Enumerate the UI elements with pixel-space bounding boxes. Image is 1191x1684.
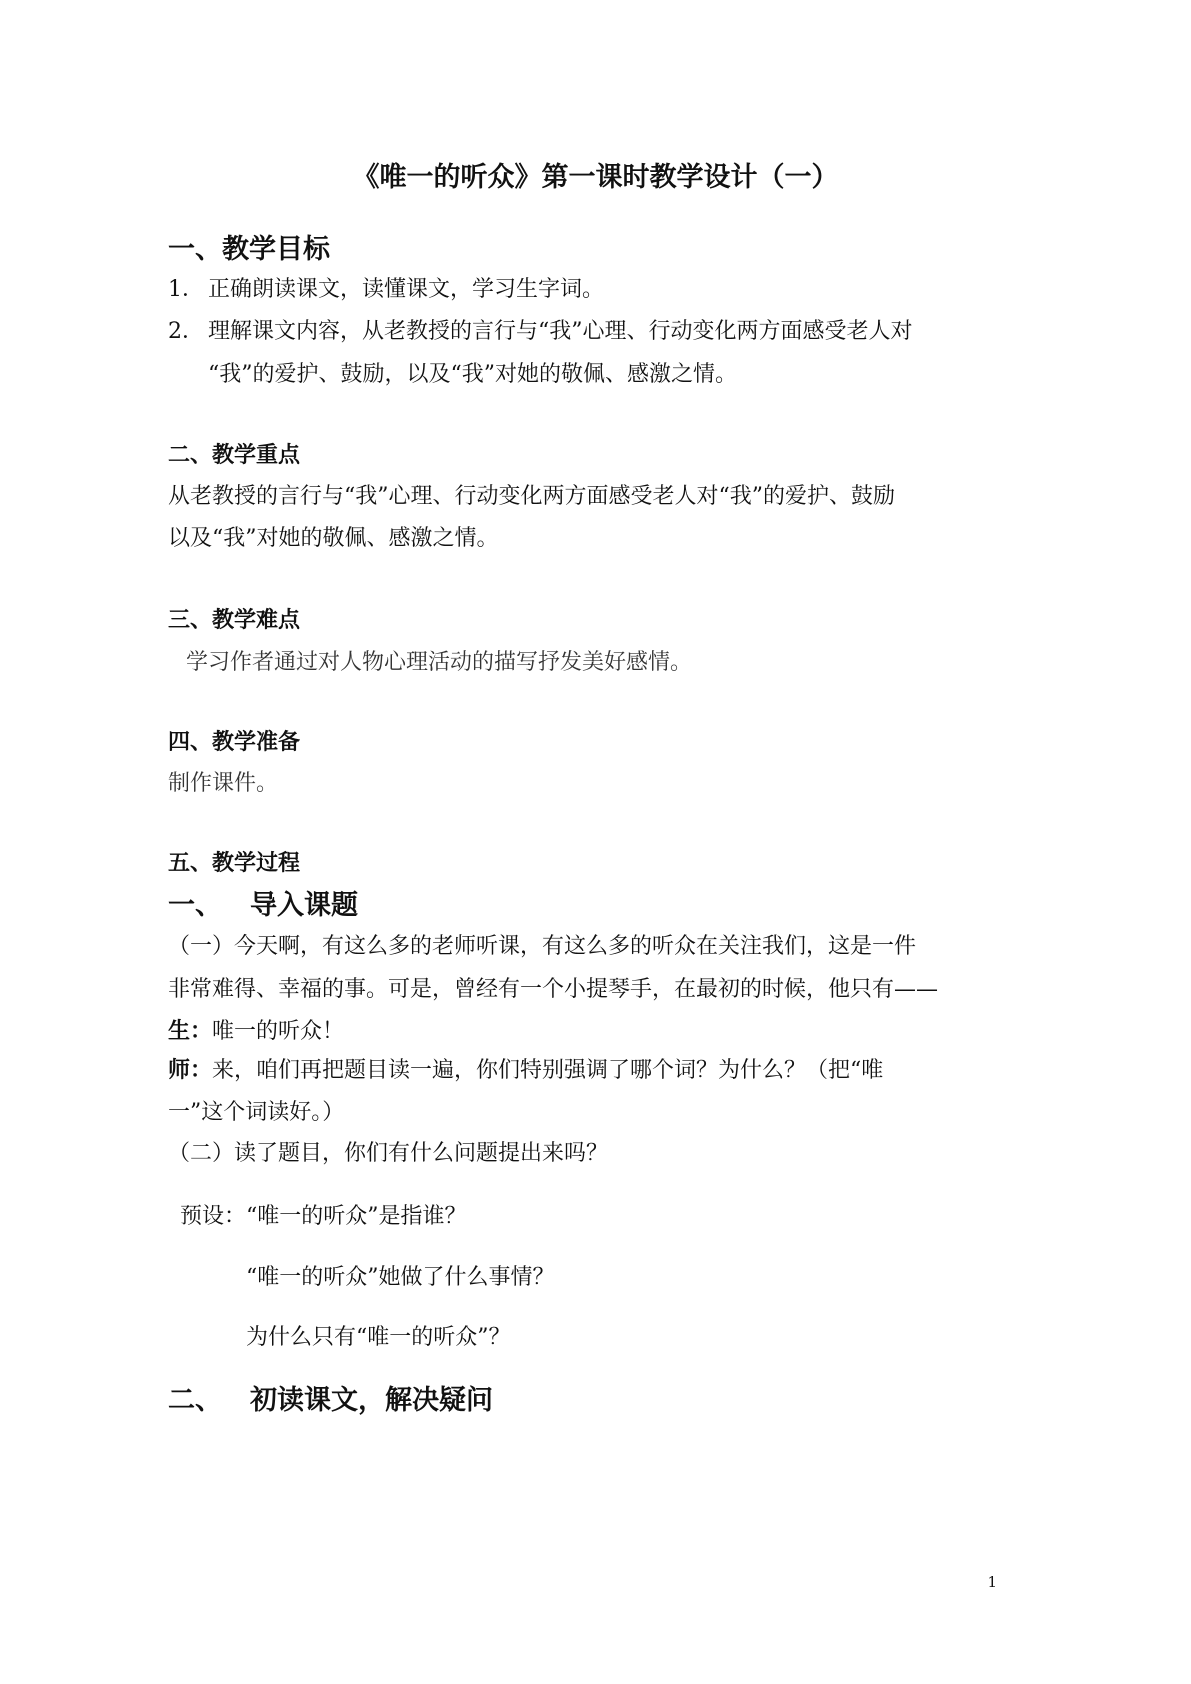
intro-paragraph-line-1: （一）今天啊，有这么多的老师听课，有这么多的听众在关注我们，这是一件 — [168, 934, 917, 959]
key-points-line-1: 从老教授的言行与“我”心理、行动变化两方面感受老人对“我”的爱护、鼓励 — [168, 484, 895, 509]
goal-item-number: 1． — [168, 277, 204, 302]
goal-item-text: 理解课文内容，从老教授的言行与“我”心理、行动变化两方面感受老人对 — [208, 319, 913, 344]
question-prompt: （二）读了题目，你们有什么问题提出来吗？ — [168, 1141, 609, 1166]
preset-question-2: “唯一的听众”她做了什么事情？ — [246, 1265, 555, 1290]
key-points-line-2: 以及“我”对她的敬佩、感激之情。 — [168, 526, 499, 551]
student-label: 生： — [168, 1018, 213, 1044]
process-step-2-heading — [168, 1378, 493, 1417]
section-heading-goals: 一、教学目标 — [168, 234, 330, 265]
preparation-text: 制作课件。 — [168, 771, 279, 796]
document-title: 《唯一的听众》第一课时教学设计（一） — [352, 162, 839, 193]
section-heading-key-points: 二、教学重点 — [168, 442, 301, 468]
student-response — [168, 1014, 344, 1045]
goal-item-2 — [168, 314, 913, 345]
teacher-text: 来，咱们再把题目读一遍，你们特别强调了哪个词？为什么？（把“唯 — [212, 1058, 884, 1083]
step-title: 导入课题 — [250, 890, 358, 921]
teacher-line-2: 一”这个词读好。） — [168, 1100, 345, 1125]
preset-question-1 — [180, 1199, 467, 1230]
step-number: 二、 — [168, 1385, 222, 1416]
teacher-line-1 — [168, 1053, 883, 1084]
intro-paragraph-line-2: 非常难得、幸福的事。可是，曾经有一个小提琴手，在最初的时候，他只有—— — [168, 977, 939, 1002]
step-number: 一、 — [168, 890, 222, 921]
difficulties-text: 学习作者通过对人物心理活动的描写抒发美好感情。 — [186, 650, 693, 675]
preset-text: “唯一的听众”是指谁？ — [246, 1204, 467, 1229]
section-heading-difficulties: 三、教学难点 — [168, 607, 301, 633]
page-number: 1 — [987, 1573, 997, 1591]
preset-label: 预设： — [180, 1204, 247, 1229]
goal-item-2-continuation: “我”的爱护、鼓励，以及“我”对她的敬佩、感激之情。 — [208, 362, 737, 387]
student-text: 唯一的听众！ — [212, 1019, 345, 1044]
goal-item-number: 2． — [168, 319, 204, 344]
section-heading-preparation: 四、教学准备 — [168, 729, 301, 755]
preset-question-3: 为什么只有“唯一的听众”？ — [246, 1325, 511, 1350]
teacher-label: 师： — [168, 1057, 213, 1083]
goal-item-text: 正确朗读课文，读懂课文，学习生字词。 — [208, 277, 605, 302]
process-step-1-heading — [168, 883, 358, 922]
section-heading-process: 五、教学过程 — [168, 850, 301, 876]
step-title: 初读课文，解决疑问 — [250, 1385, 493, 1416]
goal-item-1 — [168, 272, 604, 303]
